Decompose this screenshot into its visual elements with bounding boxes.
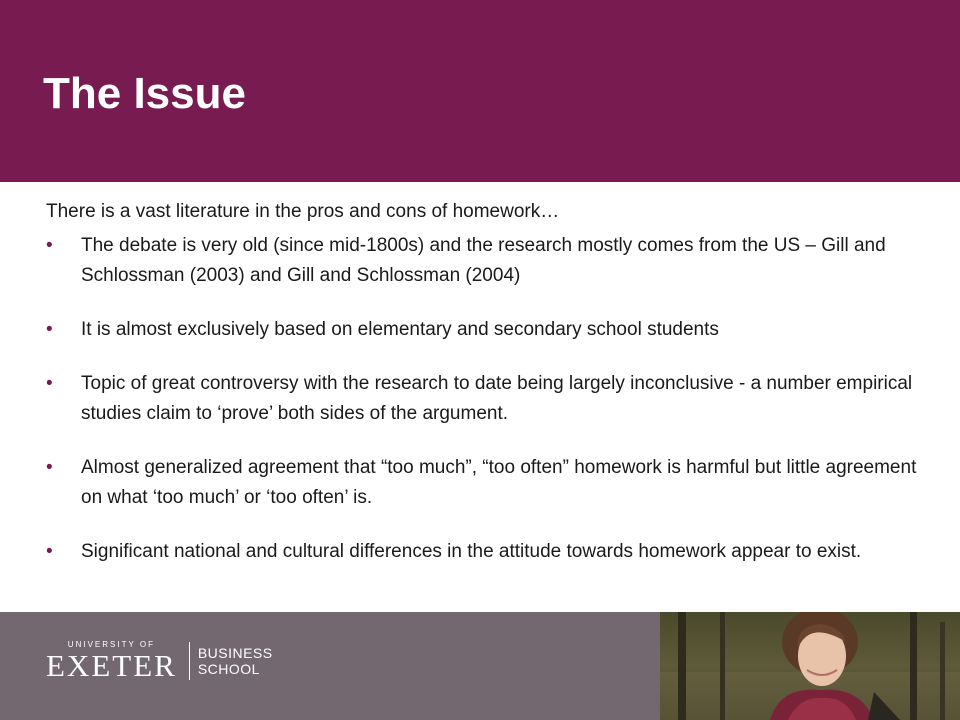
logo-university-block (46, 640, 189, 682)
slide-content (46, 197, 936, 591)
bullet-text: It is almost exclusively based on elementary and secondary school students (81, 319, 719, 340)
bullet-text: The debate is very old (since mid-1800s) and the research mostly comes from the US – Gill and Schlossman (2003) and Gill and Schlossman (2004) (81, 235, 886, 286)
header-band (0, 0, 960, 182)
university-logo (46, 634, 273, 688)
intro-text: There is a vast literature in the pros and cons of homework… (46, 201, 560, 222)
logo-exeter: EXETER (46, 648, 177, 683)
bullet-text: Topic of great controversy with the research to date being largely inconclusive - a number empirical studies claim to ‘prove’ both sides of the argument. (81, 373, 913, 424)
logo-school: SCHOOL (197, 661, 260, 677)
logo-divider (189, 642, 190, 680)
bullet-item (46, 369, 936, 429)
slide-title: The Issue (43, 69, 246, 118)
bullet-item (46, 537, 936, 567)
student-photo-illustration (660, 612, 960, 720)
logo-business: BUSINESS (197, 645, 273, 661)
bullet-dot-icon: • (46, 319, 53, 340)
logo-university-of: UNIVERSITY OF (67, 640, 155, 649)
bullet-dot-icon: • (46, 457, 53, 478)
student-photo (660, 612, 960, 720)
bullet-dot-icon: • (46, 541, 53, 562)
logo-school-block (198, 645, 273, 677)
bullet-text: Significant national and cultural differences in the attitude towards homework appear to exist. (81, 541, 862, 562)
bullet-dot-icon: • (46, 373, 53, 394)
bullet-item (46, 315, 936, 345)
bullet-item (46, 453, 936, 513)
bullet-text: Almost generalized agreement that “too much”, “too often” homework is harmful but little agreement on what ‘too much’ or ‘too often’ is. (81, 457, 917, 508)
bullet-list (46, 231, 936, 567)
bullet-dot-icon: • (46, 235, 53, 256)
bullet-item (46, 231, 936, 291)
